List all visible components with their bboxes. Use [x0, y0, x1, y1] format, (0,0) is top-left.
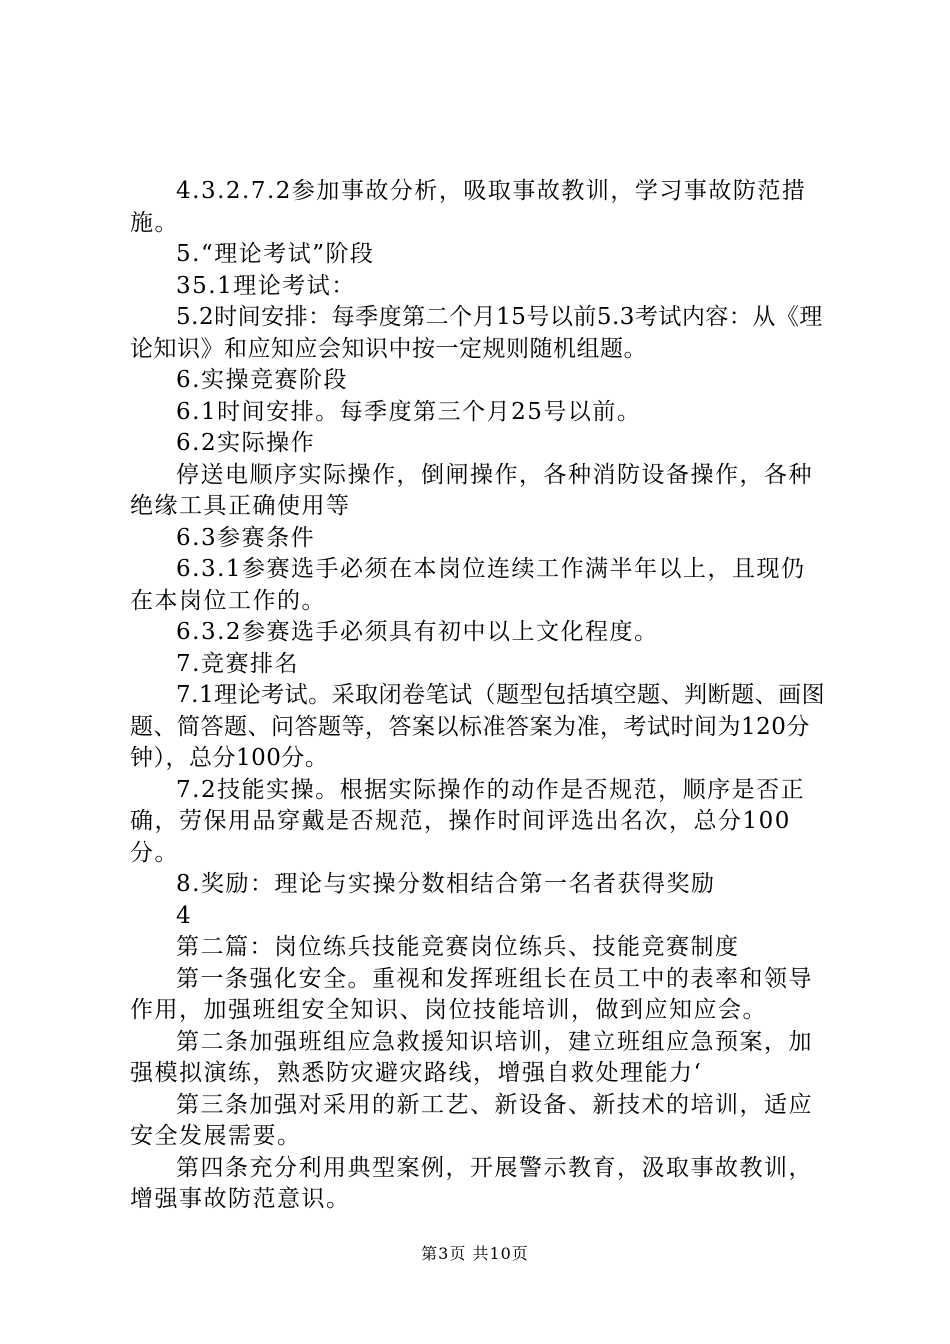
paragraph: 4	[176, 902, 193, 929]
paragraph: 35.1理论考试：	[176, 272, 356, 299]
paragraph: 7.1理论考试。采取闭卷笔试（题型包括填空题、判断题、画图题、简答题、问答题等，答案以标准答案为准，考试时间为120分钟），总分100分。	[130, 682, 826, 771]
paragraph: 7.2技能实操。根据实际操作的动作是否规范，顺序是否正确，劳保用品穿戴是否规范，操作时间评选出名次，总分100分。	[130, 776, 806, 866]
section-heading: 7.竞赛排名	[176, 650, 299, 677]
document-body	[130, 176, 830, 1216]
paragraph: 第一条强化安全。重视和发挥班组长在员工中的表率和领导作用，加强班组安全知识、岗位技能培训，做到应知应会。	[130, 965, 813, 1023]
page-number-footer: 第3页 共10页	[421, 1244, 529, 1263]
paragraph: 停送电顺序实际操作，倒闸操作，各种消防设备操作，各种绝缘工具正确使用等	[130, 461, 813, 519]
paragraph: 6.3.2参赛选手必须具有初中以上文化程度。	[176, 619, 659, 645]
paragraph: 第三条加强对采用的新工艺、新设备、新技术的培训，适应安全发展需要。	[130, 1091, 813, 1149]
paragraph: 第四条充分利用典型案例，开展警示教育，汲取事故教训，增强事故防范意识。	[130, 1154, 813, 1212]
paragraph: 5.2时间安排：每季度第二个月15号以前5.3考试内容：从《理论知识》和应知应会知识中按一定规则随机组题。	[130, 304, 823, 362]
paragraph: 第二条加强班组应急救援知识培训，建立班组应急预案，加强模拟演练，熟悉防灾避灾路线，增强自救处理能力‘	[130, 1028, 813, 1086]
paragraph: 4.3.2.7.2参加事故分析，吸取事故教训，学习事故防范措施。	[130, 178, 807, 236]
paragraph: 6.1时间安排。每季度第三个月25号以前。	[176, 398, 642, 425]
section-heading: 5.“理论考试”阶段	[176, 241, 375, 267]
paragraph: 6.3.1参赛选手必须在本岗位连续工作满半年以上，且现仍在本岗位工作的。	[130, 556, 806, 614]
chapter-title: 第二篇：岗位练兵技能竞赛岗位练兵、技能竞赛制度	[176, 934, 740, 960]
paragraph: 8.奖励：理论与实操分数相结合第一名者获得奖励	[176, 871, 716, 897]
paragraph: 6.3参赛条件	[176, 524, 316, 551]
section-heading: 6.实操竞赛阶段	[176, 367, 348, 393]
paragraph: 6.2实际操作	[176, 430, 316, 456]
